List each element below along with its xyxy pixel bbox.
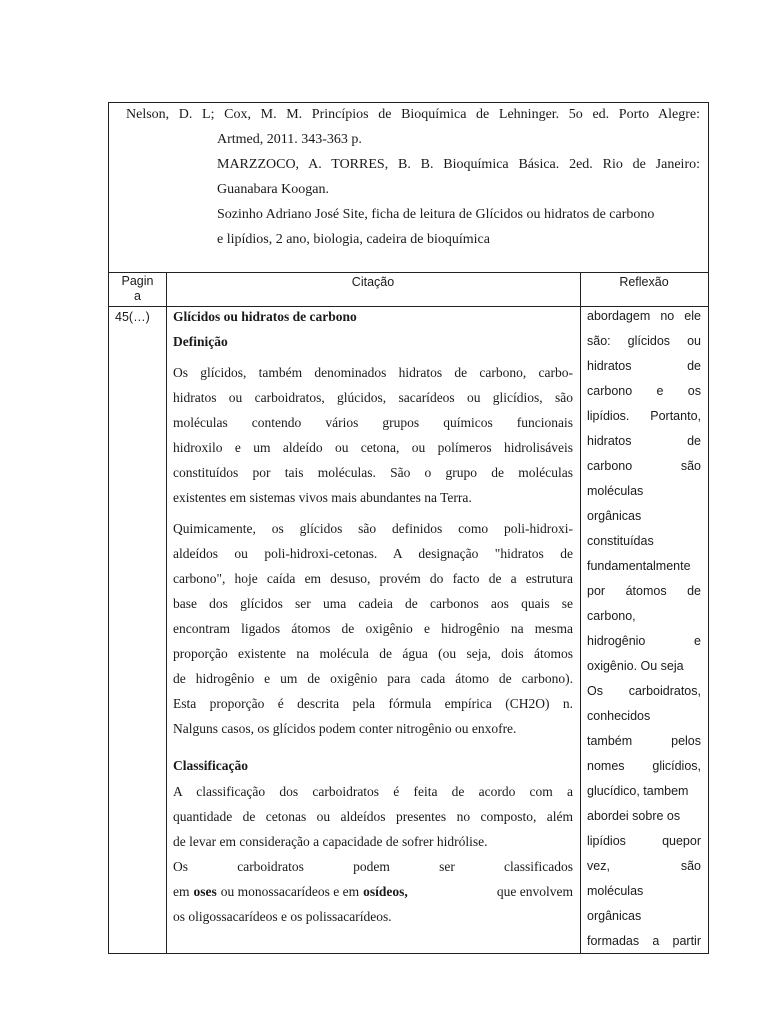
chemistry-line: Quimicamente, os glícidos são definidos como poli-hidroxi-: [173, 521, 573, 536]
definition-line: existentes em sistemas vivos mais abundantes na Terra.: [173, 490, 472, 505]
reflection-line: lipídios quepor: [587, 834, 701, 848]
header-citation: Citação: [351, 275, 395, 289]
reflection-line: por átomos de: [587, 584, 701, 598]
classification-line: de levar em consideração a capacidade de sofrer hidrólise.: [173, 834, 488, 849]
header-page-line1: Pagin: [121, 274, 154, 288]
references-section: [109, 103, 708, 273]
classification-line-oses: [173, 883, 573, 900]
reflection-line: lipídios. Portanto,: [587, 409, 701, 423]
reflection-line: carbono e os: [587, 384, 701, 398]
definition-line: constituídos por tais moléculas. São o grupo de moléculas: [173, 465, 573, 480]
chemistry-line: carbono", hoje caída em desuso, provém do facto de a estrutura: [173, 571, 573, 586]
reflection-line: orgânicas: [587, 909, 642, 923]
classification-line: A classificação dos carboidratos é feita de acordo com a: [173, 784, 573, 799]
header-page: [109, 274, 166, 304]
reflection-line: oxigênio. Ou seja: [587, 659, 684, 673]
reflection-line: são: glícidos ou: [587, 334, 701, 348]
header-page-line2: a: [134, 289, 141, 303]
reference-marzzoco-cont: Guanabara Koogan.: [217, 182, 329, 197]
term-oses: oses: [193, 884, 217, 899]
definition-line: moléculas contendo vários grupos químicos funcionais: [173, 415, 573, 430]
definition-line: hidratos ou carboidratos, glúcidos, sacarídeos ou glicídios, são: [173, 390, 573, 405]
classification-heading: Classificação: [173, 758, 248, 773]
text-em: em: [173, 884, 190, 899]
reflection-line: constituídas: [587, 534, 654, 548]
section-title: Glícidos ou hidratos de carbono: [173, 309, 357, 324]
chemistry-line: Esta proporção é descrita pela fórmula empírica (CH2O) n.: [173, 696, 573, 711]
column-divider-2: [580, 272, 581, 953]
reflection-line: glucídico, tambem: [587, 784, 689, 798]
header-reflection: Reflexão: [619, 275, 669, 289]
reference-marzzoco: MARZZOCO, A. TORRES, B. B. Bioquímica Básica. 2ed. Rio de Janeiro:: [217, 157, 700, 172]
chemistry-line: proporção existente na molécula de água (ou seja, dois átomos: [173, 646, 573, 661]
reflection-line: moléculas: [587, 884, 644, 898]
classification-line-oses-left: [173, 883, 408, 900]
classification-line: Os carboidratos podem ser classificados: [173, 859, 573, 874]
chemistry-line: encontram ligados átomos de oxigênio e hidrogênio na mesma: [173, 621, 573, 636]
reflection-line: nomes glicídios,: [587, 759, 701, 773]
reflection-line: moléculas: [587, 484, 644, 498]
reflection-line: carbono são: [587, 459, 701, 473]
term-osideos: osídeos,: [363, 884, 408, 899]
page-number: 45(…): [115, 310, 150, 324]
reflection-line: também pelos: [587, 734, 701, 748]
reflection-line: carbono,: [587, 609, 636, 623]
definition-line: Os glícidos, também denominados hidratos de carbono, carbo-: [173, 365, 573, 380]
reflection-line: hidratos de: [587, 359, 701, 373]
reflection-line: hidrogênio e: [587, 634, 701, 648]
definition-heading: Definição: [173, 334, 228, 349]
text-envolvem: que envolvem: [496, 884, 573, 899]
chemistry-line: base dos glícidos ser uma cadeia de carbonos aos quais se: [173, 596, 573, 611]
reflection-line: Os carboidratos,: [587, 684, 701, 698]
chemistry-line: Nalguns casos, os glícidos podem conter nitrogênio ou enxofre.: [173, 721, 517, 736]
reading-card-table: [108, 102, 709, 954]
text-monossacarideos: ou monossacarídeos e em: [220, 884, 360, 899]
table-header-row: [109, 272, 708, 307]
reference-nelson-cont: Artmed, 2011. 343-363 p.: [217, 132, 362, 147]
reference-nelson: Nelson, D. L; Cox, M. M. Princípios de Bioquímica de Lehninger. 5o ed. Porto Alegre:: [126, 107, 700, 122]
reflection-line: hidratos de: [587, 434, 701, 448]
reference-sozinho-cont: e lipídios, 2 ano, biologia, cadeira de bioquímica: [217, 232, 490, 247]
chemistry-line: aldeídos ou poli-hidroxi-cetonas. A designação "hidratos de: [173, 546, 573, 561]
reflection-line: abordagem no ele: [587, 309, 701, 323]
reflection-line: orgânicas: [587, 509, 642, 523]
reflection-line: abordei sobre os: [587, 809, 681, 823]
reflection-line: fundamentalmente: [587, 559, 691, 573]
classification-line: os oligossacarídeos e os polissacarídeos.: [173, 909, 392, 924]
reflection-line: conhecidos: [587, 709, 651, 723]
reference-sozinho: Sozinho Adriano José Site, ficha de leitura de Glícidos ou hidratos de carbono: [217, 207, 655, 222]
chemistry-line: de hidrogênio e um de oxigênio para cada átomo de carbono).: [173, 671, 573, 686]
classification-line: quantidade de cetonas ou aldeídos presentes no composto, além: [173, 809, 573, 824]
definition-line: hidroxilo e um aldeído ou cetona, ou polímeros hidrolisáveis: [173, 440, 573, 455]
reflection-line: formadas a partir: [587, 934, 701, 948]
column-divider-1: [166, 272, 167, 953]
reflection-line: vez, são: [587, 859, 701, 873]
